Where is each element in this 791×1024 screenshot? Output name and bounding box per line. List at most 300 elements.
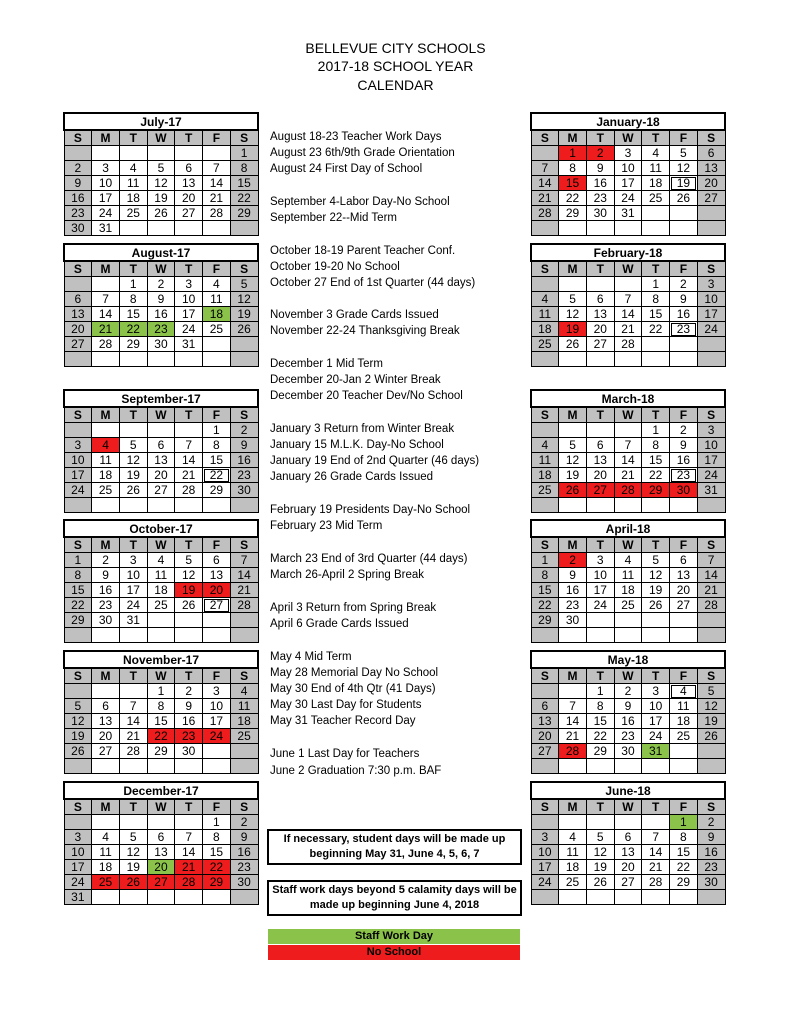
day-cell: 2 bbox=[64, 161, 92, 176]
day-cell bbox=[203, 744, 231, 759]
day-cell bbox=[586, 759, 614, 774]
day-cell: 8 bbox=[230, 161, 258, 176]
day-cell bbox=[697, 206, 725, 221]
day-cell: 25 bbox=[147, 598, 175, 613]
weekday-header: W bbox=[147, 407, 175, 423]
day-cell: 22 bbox=[119, 322, 147, 337]
day-cell: 3 bbox=[64, 438, 92, 453]
day-cell: 9 bbox=[230, 438, 258, 453]
weekday-header: S bbox=[531, 537, 559, 553]
day-cell bbox=[92, 352, 120, 367]
month-aug17 bbox=[63, 243, 259, 367]
day-cell: 21 bbox=[559, 729, 587, 744]
day-cell: 23 bbox=[697, 860, 725, 875]
day-cell: 18 bbox=[670, 714, 698, 729]
day-cell: 15 bbox=[531, 583, 559, 598]
day-cell: 6 bbox=[586, 292, 614, 307]
day-cell: 6 bbox=[203, 553, 231, 568]
day-cell bbox=[697, 221, 725, 236]
day-cell: 11 bbox=[670, 699, 698, 714]
day-cell: 17 bbox=[64, 468, 92, 483]
weekday-header: M bbox=[559, 668, 587, 684]
day-cell bbox=[119, 352, 147, 367]
event-item: December 1 Mid Term bbox=[270, 358, 383, 370]
day-cell: 16 bbox=[697, 845, 725, 860]
day-cell bbox=[119, 221, 147, 236]
day-cell: 24 bbox=[586, 598, 614, 613]
day-cell: 31 bbox=[119, 613, 147, 628]
day-cell bbox=[203, 759, 231, 774]
month-nov17 bbox=[63, 650, 259, 774]
day-cell: 3 bbox=[697, 423, 725, 438]
day-cell: 1 bbox=[670, 815, 698, 830]
day-cell bbox=[230, 352, 258, 367]
day-cell: 9 bbox=[586, 161, 614, 176]
month-mar18 bbox=[530, 389, 726, 513]
calendar-label: CALENDAR bbox=[357, 77, 434, 93]
day-cell: 16 bbox=[670, 453, 698, 468]
day-cell: 19 bbox=[586, 860, 614, 875]
day-cell bbox=[642, 221, 670, 236]
day-cell bbox=[147, 759, 175, 774]
day-cell: 28 bbox=[642, 875, 670, 890]
day-cell: 27 bbox=[175, 206, 203, 221]
weekday-header: F bbox=[203, 407, 231, 423]
day-cell: 29 bbox=[586, 744, 614, 759]
day-cell: 13 bbox=[203, 568, 231, 583]
day-cell: 13 bbox=[147, 845, 175, 860]
weekday-header: F bbox=[203, 130, 231, 146]
event-item: August 24 First Day of School bbox=[270, 163, 423, 175]
day-cell bbox=[670, 759, 698, 774]
day-cell: 15 bbox=[119, 307, 147, 322]
day-cell bbox=[147, 498, 175, 513]
day-cell: 23 bbox=[175, 729, 203, 744]
day-cell: 8 bbox=[670, 830, 698, 845]
weekday-header: M bbox=[92, 130, 120, 146]
day-cell: 2 bbox=[670, 423, 698, 438]
day-cell: 2 bbox=[230, 423, 258, 438]
event-item: October 18-19 Parent Teacher Conf. bbox=[270, 245, 456, 257]
day-cell bbox=[531, 221, 559, 236]
day-cell: 17 bbox=[203, 714, 231, 729]
event-item: February 19 Presidents Day-No School bbox=[270, 504, 471, 516]
day-cell bbox=[670, 498, 698, 513]
day-cell: 20 bbox=[670, 583, 698, 598]
day-cell: 5 bbox=[586, 830, 614, 845]
day-cell: 11 bbox=[559, 845, 587, 860]
day-cell: 5 bbox=[64, 699, 92, 714]
day-cell: 10 bbox=[203, 699, 231, 714]
day-cell: 11 bbox=[147, 568, 175, 583]
weekday-header: S bbox=[64, 799, 92, 815]
day-cell: 2 bbox=[697, 815, 725, 830]
day-cell: 10 bbox=[697, 438, 725, 453]
day-cell bbox=[64, 815, 92, 830]
day-cell: 16 bbox=[92, 583, 120, 598]
day-cell: 12 bbox=[64, 714, 92, 729]
day-cell: 27 bbox=[614, 875, 642, 890]
day-cell: 10 bbox=[614, 161, 642, 176]
day-cell: 23 bbox=[147, 322, 175, 337]
day-cell bbox=[147, 890, 175, 905]
day-cell: 17 bbox=[642, 714, 670, 729]
day-cell: 29 bbox=[670, 875, 698, 890]
day-cell: 19 bbox=[119, 468, 147, 483]
weekday-header: S bbox=[697, 130, 725, 146]
day-cell: 17 bbox=[92, 191, 120, 206]
event-item: November 3 Grade Cards Issued bbox=[270, 309, 439, 321]
day-cell bbox=[559, 890, 587, 905]
day-cell: 3 bbox=[531, 830, 559, 845]
day-cell bbox=[586, 277, 614, 292]
day-cell: 9 bbox=[559, 568, 587, 583]
day-cell: 7 bbox=[230, 553, 258, 568]
day-cell: 10 bbox=[119, 568, 147, 583]
day-cell: 24 bbox=[64, 875, 92, 890]
day-cell bbox=[559, 498, 587, 513]
day-cell bbox=[230, 498, 258, 513]
day-cell bbox=[614, 277, 642, 292]
day-cell: 12 bbox=[230, 292, 258, 307]
day-cell: 4 bbox=[531, 438, 559, 453]
day-cell bbox=[614, 352, 642, 367]
day-cell bbox=[230, 337, 258, 352]
weekday-header: W bbox=[614, 130, 642, 146]
day-cell bbox=[230, 744, 258, 759]
day-cell: 27 bbox=[670, 598, 698, 613]
day-cell bbox=[119, 684, 147, 699]
day-cell: 9 bbox=[670, 438, 698, 453]
day-cell: 20 bbox=[64, 322, 92, 337]
event-item: October 27 End of 1st Quarter (44 days) bbox=[270, 277, 476, 289]
day-cell: 6 bbox=[147, 830, 175, 845]
day-cell: 21 bbox=[175, 860, 203, 875]
day-cell: 13 bbox=[531, 714, 559, 729]
day-cell: 6 bbox=[175, 161, 203, 176]
event-item: January 19 End of 2nd Quarter (46 days) bbox=[270, 455, 480, 467]
day-cell: 30 bbox=[230, 483, 258, 498]
day-cell: 14 bbox=[119, 714, 147, 729]
day-cell: 4 bbox=[203, 277, 231, 292]
day-cell: 10 bbox=[697, 292, 725, 307]
event-item: May 4 Mid Term bbox=[270, 651, 352, 663]
day-cell: 24 bbox=[697, 468, 725, 483]
day-cell bbox=[147, 352, 175, 367]
day-cell bbox=[175, 628, 203, 643]
day-cell: 25 bbox=[559, 875, 587, 890]
day-cell: 1 bbox=[119, 277, 147, 292]
weekday-header: T bbox=[586, 407, 614, 423]
day-cell bbox=[147, 423, 175, 438]
day-cell: 30 bbox=[614, 744, 642, 759]
day-cell: 28 bbox=[697, 598, 725, 613]
weekday-header: S bbox=[697, 799, 725, 815]
day-cell bbox=[175, 759, 203, 774]
day-cell: 26 bbox=[586, 875, 614, 890]
day-cell bbox=[670, 221, 698, 236]
month-jul17 bbox=[63, 112, 259, 236]
day-cell: 28 bbox=[119, 744, 147, 759]
month-name: September-17 bbox=[64, 390, 258, 407]
day-cell: 2 bbox=[559, 553, 587, 568]
calamity-days-note: Staff work days beyond 5 calamity days will be made up beginning June 4, 2018 bbox=[267, 880, 522, 916]
day-cell: 18 bbox=[203, 307, 231, 322]
month-sep17 bbox=[63, 389, 259, 513]
day-cell bbox=[64, 423, 92, 438]
day-cell bbox=[92, 684, 120, 699]
weekday-header: S bbox=[531, 261, 559, 277]
day-cell: 10 bbox=[586, 568, 614, 583]
day-cell: 4 bbox=[670, 684, 698, 699]
day-cell bbox=[230, 613, 258, 628]
day-cell: 7 bbox=[175, 438, 203, 453]
day-cell bbox=[64, 684, 92, 699]
day-cell: 27 bbox=[203, 598, 231, 613]
day-cell: 26 bbox=[559, 337, 587, 352]
weekday-header: F bbox=[670, 407, 698, 423]
event-item: May 30 Last Day for Students bbox=[270, 699, 422, 711]
day-cell bbox=[697, 613, 725, 628]
weekday-header: S bbox=[230, 668, 258, 684]
day-cell bbox=[230, 759, 258, 774]
weekday-header: T bbox=[642, 799, 670, 815]
month-name: January-18 bbox=[531, 113, 725, 130]
day-cell bbox=[175, 423, 203, 438]
day-cell: 1 bbox=[586, 684, 614, 699]
day-cell: 11 bbox=[92, 453, 120, 468]
weekday-header: T bbox=[586, 261, 614, 277]
weekday-header: S bbox=[697, 537, 725, 553]
day-cell: 5 bbox=[230, 277, 258, 292]
day-cell bbox=[531, 890, 559, 905]
day-cell: 8 bbox=[64, 568, 92, 583]
day-cell bbox=[586, 498, 614, 513]
day-cell bbox=[92, 498, 120, 513]
weekday-header: T bbox=[119, 799, 147, 815]
weekday-header: S bbox=[697, 668, 725, 684]
day-cell: 13 bbox=[670, 568, 698, 583]
day-cell: 31 bbox=[697, 483, 725, 498]
day-cell bbox=[559, 684, 587, 699]
day-cell: 22 bbox=[586, 729, 614, 744]
day-cell: 10 bbox=[642, 699, 670, 714]
day-cell: 29 bbox=[559, 206, 587, 221]
day-cell: 6 bbox=[614, 830, 642, 845]
day-cell bbox=[119, 498, 147, 513]
event-item: January 3 Return from Winter Break bbox=[270, 423, 455, 435]
month-name: December-17 bbox=[64, 782, 258, 799]
weekday-header: T bbox=[642, 130, 670, 146]
day-cell bbox=[614, 613, 642, 628]
day-cell bbox=[64, 498, 92, 513]
event-item: January 26 Grade Cards Issued bbox=[270, 471, 434, 483]
day-cell: 11 bbox=[531, 453, 559, 468]
weekday-header: S bbox=[230, 261, 258, 277]
day-cell: 7 bbox=[614, 292, 642, 307]
weekday-header: F bbox=[670, 799, 698, 815]
day-cell: 14 bbox=[92, 307, 120, 322]
day-cell: 23 bbox=[559, 598, 587, 613]
day-cell: 5 bbox=[147, 161, 175, 176]
event-item: August 18-23 Teacher Work Days bbox=[270, 131, 442, 143]
day-cell: 3 bbox=[203, 684, 231, 699]
day-cell bbox=[531, 684, 559, 699]
day-cell: 30 bbox=[559, 613, 587, 628]
day-cell: 8 bbox=[642, 438, 670, 453]
day-cell: 13 bbox=[175, 176, 203, 191]
day-cell: 31 bbox=[642, 744, 670, 759]
day-cell bbox=[670, 628, 698, 643]
day-cell: 7 bbox=[642, 830, 670, 845]
day-cell bbox=[642, 337, 670, 352]
day-cell: 24 bbox=[614, 191, 642, 206]
weekday-header: S bbox=[531, 668, 559, 684]
day-cell bbox=[614, 628, 642, 643]
day-cell: 20 bbox=[586, 468, 614, 483]
day-cell bbox=[697, 337, 725, 352]
day-cell: 19 bbox=[642, 583, 670, 598]
day-cell bbox=[175, 146, 203, 161]
day-cell: 8 bbox=[586, 699, 614, 714]
month-name: July-17 bbox=[64, 113, 258, 130]
day-cell: 1 bbox=[203, 423, 231, 438]
weekday-header: S bbox=[697, 261, 725, 277]
month-name: June-18 bbox=[531, 782, 725, 799]
day-cell: 25 bbox=[642, 191, 670, 206]
day-cell: 21 bbox=[642, 860, 670, 875]
day-cell bbox=[203, 221, 231, 236]
day-cell: 8 bbox=[559, 161, 587, 176]
day-cell: 19 bbox=[670, 176, 698, 191]
day-cell: 3 bbox=[119, 553, 147, 568]
day-cell bbox=[670, 206, 698, 221]
day-cell: 10 bbox=[64, 845, 92, 860]
day-cell bbox=[559, 277, 587, 292]
day-cell: 29 bbox=[531, 613, 559, 628]
weekday-header: T bbox=[586, 130, 614, 146]
day-cell bbox=[119, 146, 147, 161]
day-cell: 8 bbox=[642, 292, 670, 307]
day-cell: 18 bbox=[531, 468, 559, 483]
weekday-header: W bbox=[614, 668, 642, 684]
day-cell: 17 bbox=[586, 583, 614, 598]
weekday-header: F bbox=[203, 799, 231, 815]
event-item: May 30 End of 4th Qtr (41 Days) bbox=[270, 683, 436, 695]
day-cell: 14 bbox=[614, 453, 642, 468]
weekday-header: S bbox=[230, 407, 258, 423]
weekday-header: S bbox=[64, 130, 92, 146]
day-cell: 22 bbox=[203, 468, 231, 483]
weekday-header: F bbox=[670, 261, 698, 277]
day-cell: 12 bbox=[147, 176, 175, 191]
day-cell: 28 bbox=[92, 337, 120, 352]
day-cell bbox=[670, 337, 698, 352]
day-cell bbox=[531, 423, 559, 438]
day-cell: 15 bbox=[559, 176, 587, 191]
day-cell bbox=[642, 352, 670, 367]
day-cell: 18 bbox=[147, 583, 175, 598]
day-cell: 9 bbox=[670, 292, 698, 307]
day-cell: 20 bbox=[697, 176, 725, 191]
day-cell: 22 bbox=[670, 860, 698, 875]
day-cell: 20 bbox=[92, 729, 120, 744]
day-cell: 3 bbox=[614, 146, 642, 161]
event-item: November 22-24 Thanksgiving Break bbox=[270, 325, 460, 337]
day-cell: 26 bbox=[697, 729, 725, 744]
day-cell: 26 bbox=[642, 598, 670, 613]
day-cell: 23 bbox=[670, 322, 698, 337]
month-name: April-18 bbox=[531, 520, 725, 537]
day-cell: 24 bbox=[203, 729, 231, 744]
legend-no-school: No School bbox=[268, 945, 520, 960]
weekday-header: T bbox=[175, 537, 203, 553]
day-cell bbox=[175, 815, 203, 830]
day-cell bbox=[697, 759, 725, 774]
day-cell bbox=[614, 221, 642, 236]
day-cell bbox=[203, 613, 231, 628]
day-cell: 24 bbox=[642, 729, 670, 744]
event-item: May 28 Memorial Day No School bbox=[270, 667, 439, 679]
day-cell: 18 bbox=[614, 583, 642, 598]
day-cell: 21 bbox=[203, 191, 231, 206]
day-cell: 30 bbox=[230, 875, 258, 890]
day-cell: 26 bbox=[147, 206, 175, 221]
day-cell: 6 bbox=[586, 438, 614, 453]
day-cell: 2 bbox=[230, 815, 258, 830]
day-cell: 18 bbox=[559, 860, 587, 875]
day-cell: 20 bbox=[531, 729, 559, 744]
day-cell: 15 bbox=[203, 453, 231, 468]
month-name: May-18 bbox=[531, 651, 725, 668]
day-cell: 8 bbox=[203, 438, 231, 453]
day-cell: 5 bbox=[119, 830, 147, 845]
day-cell: 30 bbox=[670, 483, 698, 498]
weekday-header: T bbox=[586, 668, 614, 684]
day-cell bbox=[586, 352, 614, 367]
day-cell bbox=[642, 613, 670, 628]
weekday-header: S bbox=[230, 799, 258, 815]
day-cell: 21 bbox=[614, 322, 642, 337]
day-cell: 7 bbox=[92, 292, 120, 307]
day-cell: 28 bbox=[559, 744, 587, 759]
day-cell: 10 bbox=[531, 845, 559, 860]
day-cell: 9 bbox=[697, 830, 725, 845]
day-cell: 25 bbox=[614, 598, 642, 613]
day-cell bbox=[586, 890, 614, 905]
day-cell bbox=[614, 423, 642, 438]
day-cell: 26 bbox=[175, 598, 203, 613]
month-apr18 bbox=[530, 519, 726, 643]
weekday-header: W bbox=[147, 130, 175, 146]
day-cell: 4 bbox=[531, 292, 559, 307]
event-item: February 23 Mid Term bbox=[270, 520, 383, 532]
day-cell: 16 bbox=[670, 307, 698, 322]
day-cell: 15 bbox=[203, 845, 231, 860]
day-cell: 21 bbox=[92, 322, 120, 337]
day-cell: 5 bbox=[642, 553, 670, 568]
weekday-header: F bbox=[203, 537, 231, 553]
day-cell: 20 bbox=[586, 322, 614, 337]
day-cell: 4 bbox=[230, 684, 258, 699]
day-cell: 16 bbox=[147, 307, 175, 322]
day-cell: 28 bbox=[531, 206, 559, 221]
day-cell: 9 bbox=[230, 830, 258, 845]
day-cell: 25 bbox=[203, 322, 231, 337]
day-cell: 5 bbox=[175, 553, 203, 568]
day-cell: 30 bbox=[147, 337, 175, 352]
day-cell: 29 bbox=[119, 337, 147, 352]
